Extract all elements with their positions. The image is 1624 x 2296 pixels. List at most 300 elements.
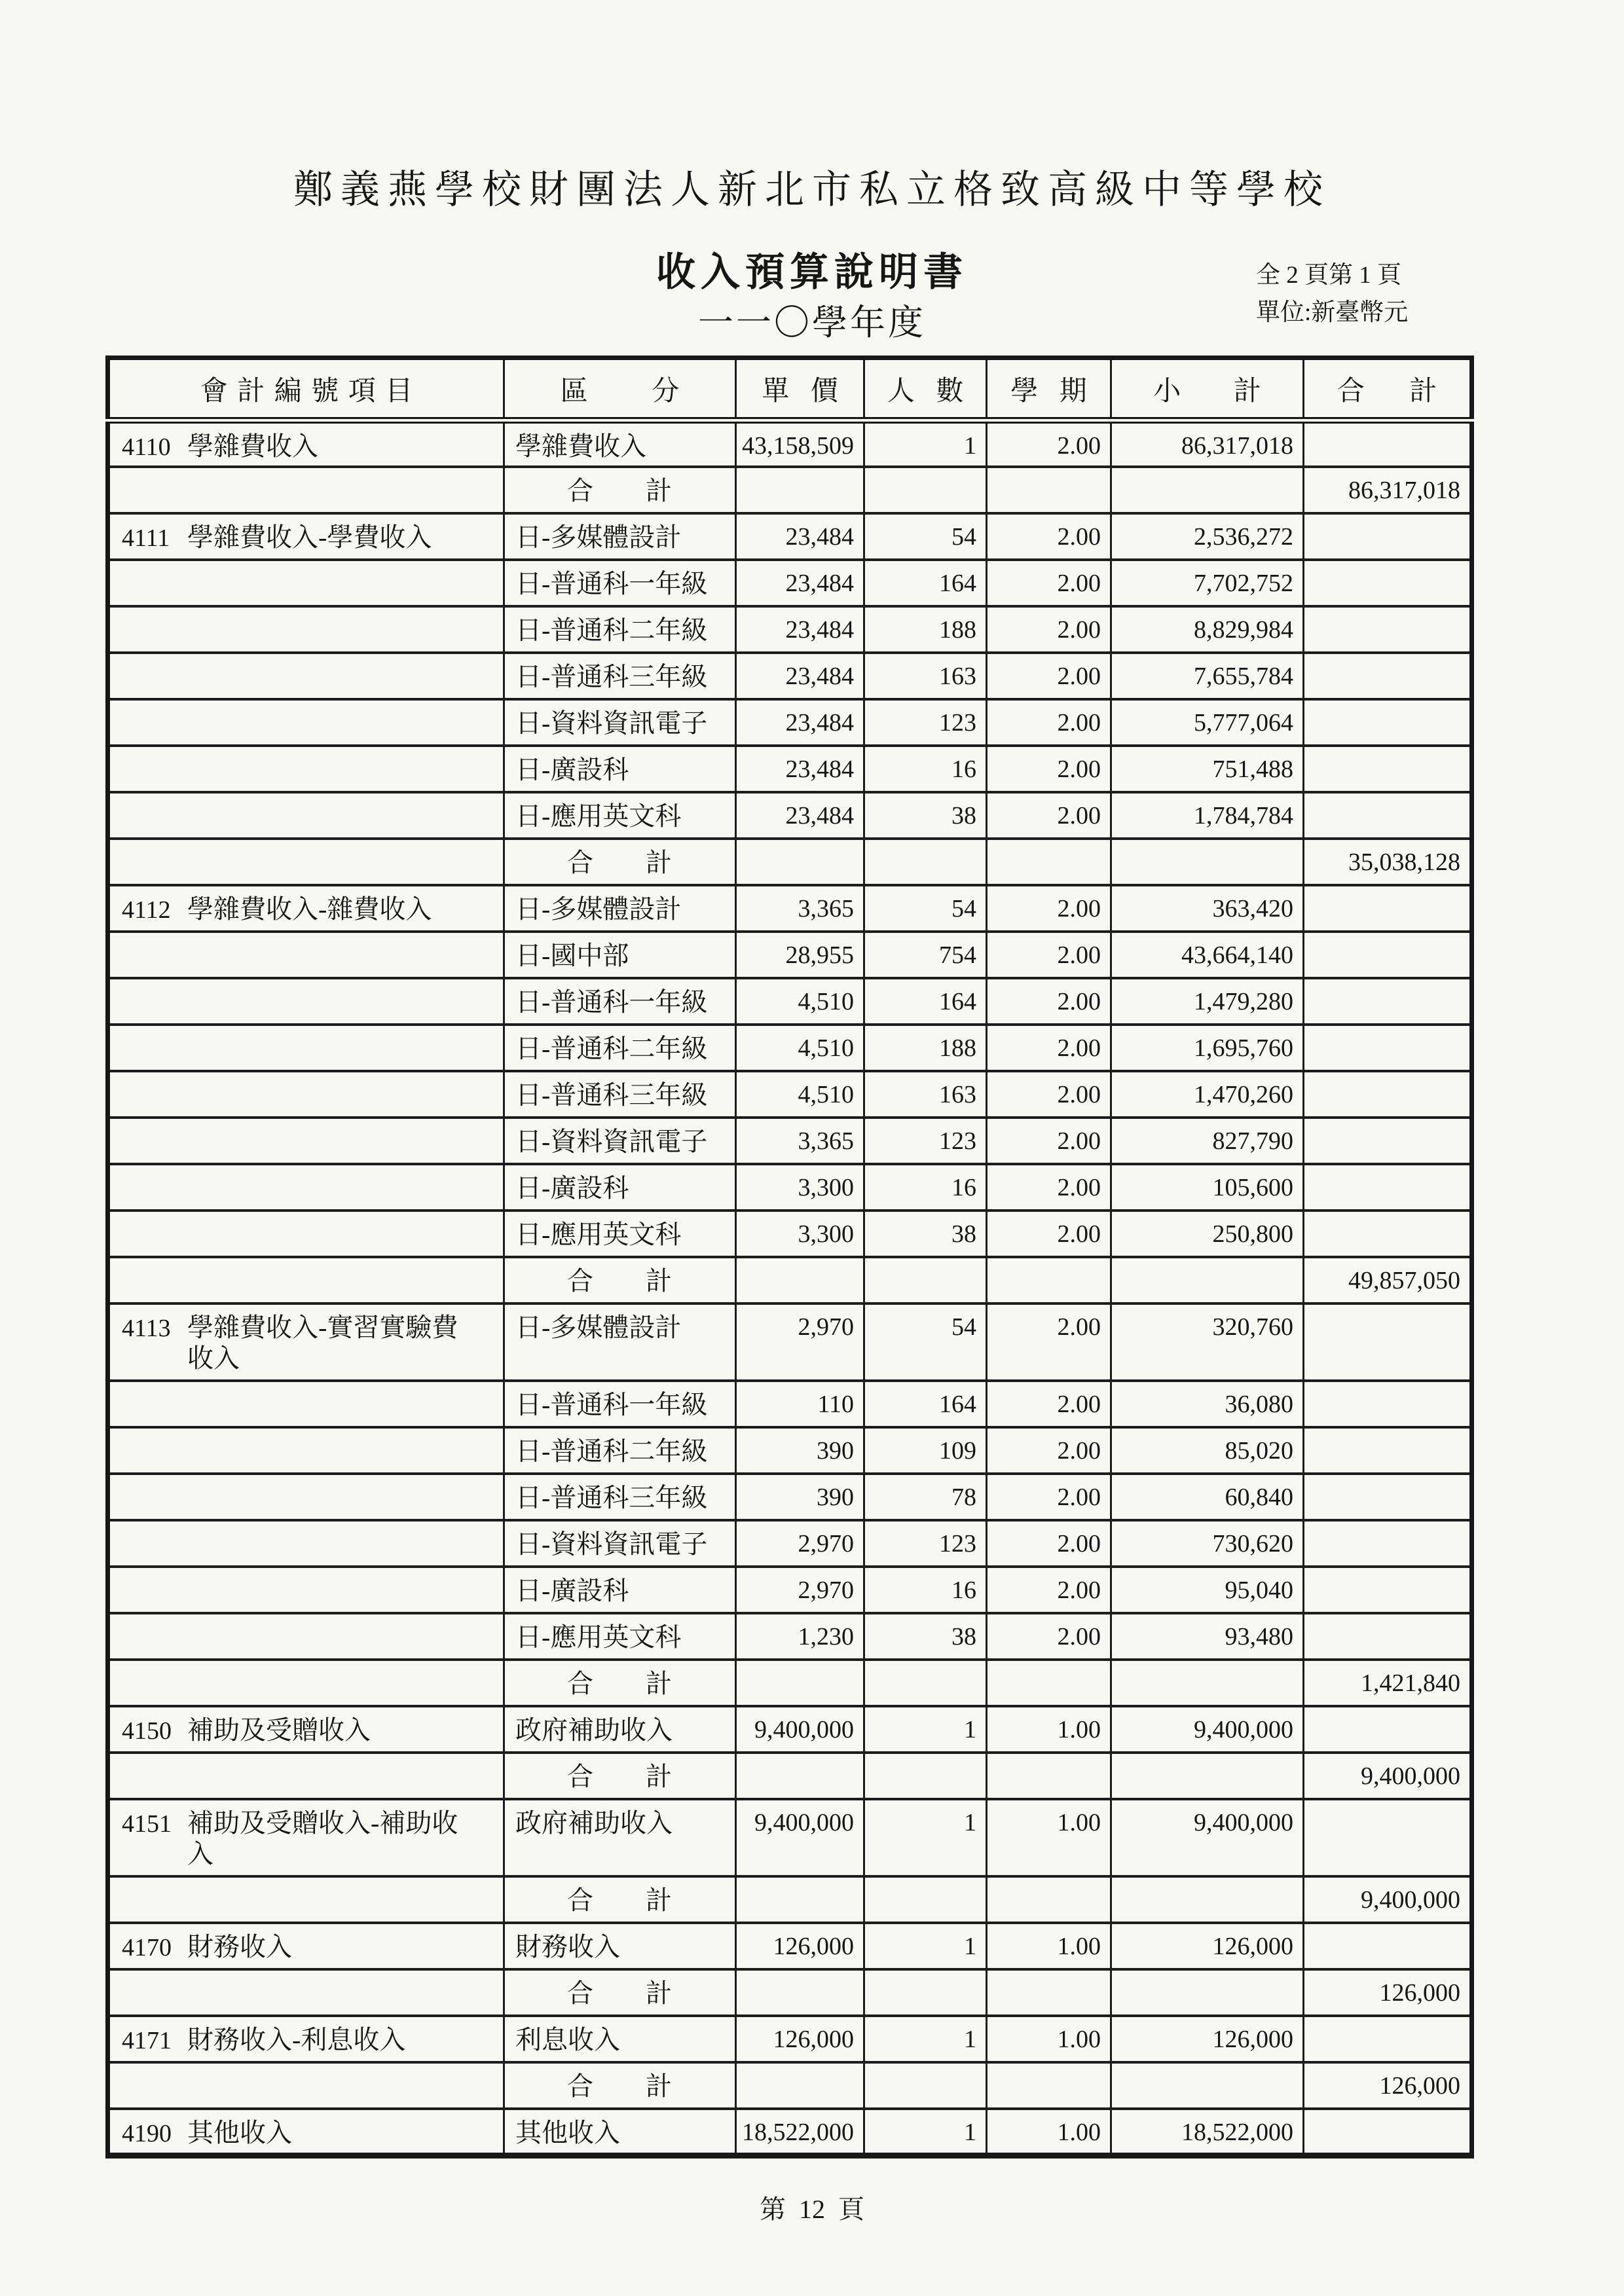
cell-semester [987,1257,1111,1303]
cell-semester [987,839,1111,885]
cell-unit-price: 23,484 [736,699,864,746]
cell-unit-price: 3,365 [736,885,864,932]
cell-division: 日-普通科三年級 [504,1071,736,1118]
table-row [108,1923,1472,1969]
cell-count [864,1753,987,1799]
cell-count: 109 [864,1427,987,1474]
cell-account-item [108,1520,504,1567]
cell-division: 合 計 [504,1969,736,2016]
cell-total [1304,653,1472,699]
column-header: 學 期 [987,358,1111,421]
cell-account-item [108,1706,504,1753]
cell-total: 86,317,018 [1304,467,1472,513]
account-code: 4110 [122,433,171,461]
cell-count: 188 [864,1025,987,1071]
cell-unit-price: 126,000 [736,2016,864,2062]
cell-count: 54 [864,1303,987,1381]
cell-unit-price [736,839,864,885]
cell-total: 126,000 [1304,2062,1472,2109]
table-row [108,420,1472,467]
cell-total [1304,1118,1472,1164]
cell-account-item [108,1567,504,1613]
cell-count: 123 [864,699,987,746]
table-row [108,1381,1472,1427]
account-code: 4113 [122,1315,171,1342]
currency-unit-label: 單位:新臺幣元 [1256,299,1409,326]
cell-semester: 1.00 [987,1923,1111,1969]
cell-division: 日-資料資訊電子 [504,1118,736,1164]
table-row [108,2109,1472,2155]
account-name: 學雜費收入-實習實驗費收入 [187,1313,458,1373]
cell-subtotal: 85,020 [1111,1427,1304,1474]
table-row [108,1164,1472,1211]
cell-total [1304,1071,1472,1118]
cell-division: 日-普通科一年級 [504,560,736,606]
cell-unit-price: 23,484 [736,560,864,606]
cell-semester: 2.00 [987,606,1111,653]
cell-account-item [108,932,504,978]
cell-unit-price [736,467,864,513]
cell-account-item [108,1969,504,2016]
cell-division: 日-廣設科 [504,1164,736,1211]
cell-total [1304,1923,1472,1969]
cell-unit-price: 390 [736,1427,864,1474]
cell-account-item [108,839,504,885]
cell-count [864,1257,987,1303]
cell-semester: 2.00 [987,1025,1111,1071]
cell-subtotal: 86,317,018 [1111,420,1304,467]
cell-total [1304,560,1472,606]
cell-subtotal: 18,522,000 [1111,2109,1304,2155]
cell-total [1304,1799,1472,1876]
cell-account-item [108,467,504,513]
cell-division: 利息收入 [504,2016,736,2062]
cell-total [1304,1567,1472,1613]
subtotal-row [108,2062,1472,2109]
cell-total [1304,1613,1472,1660]
table-row [108,1118,1472,1164]
cell-count: 1 [864,1706,987,1753]
cell-subtotal: 320,760 [1111,1303,1304,1381]
cell-total [1304,606,1472,653]
cell-count: 163 [864,1071,987,1118]
cell-count [864,467,987,513]
cell-division: 財務收入 [504,1923,736,1969]
cell-unit-price [736,1257,864,1303]
cell-unit-price: 3,300 [736,1211,864,1257]
cell-unit-price: 23,484 [736,513,864,560]
cell-count: 1 [864,1799,987,1876]
table-row [108,513,1472,560]
cell-subtotal: 105,600 [1111,1164,1304,1211]
cell-account-item [108,1923,504,1969]
cell-subtotal: 730,620 [1111,1520,1304,1567]
cell-account-item [108,792,504,839]
cell-subtotal [1111,839,1304,885]
account-code: 4111 [122,524,170,552]
academic-year: 一一〇學年度 [698,303,926,342]
cell-subtotal [1111,467,1304,513]
cell-count: 1 [864,2016,987,2062]
cell-semester: 2.00 [987,699,1111,746]
cell-count [864,1660,987,1706]
cell-semester [987,1876,1111,1923]
cell-count: 38 [864,1211,987,1257]
cell-count: 164 [864,560,987,606]
cell-count [864,2062,987,2109]
cell-unit-price: 110 [736,1381,864,1427]
cell-total [1304,420,1472,467]
subtotal-row [108,1969,1472,2016]
cell-unit-price: 9,400,000 [736,1799,864,1876]
account-name: 財務收入 [187,1932,292,1961]
cell-total [1304,1303,1472,1381]
cell-total: 9,400,000 [1304,1753,1472,1799]
subtotal-row [108,839,1472,885]
cell-semester: 2.00 [987,1211,1111,1257]
cell-semester: 2.00 [987,653,1111,699]
cell-division: 日-應用英文科 [504,792,736,839]
column-header: 合 計 [1304,358,1472,421]
cell-unit-price: 43,158,509 [736,420,864,467]
cell-subtotal: 250,800 [1111,1211,1304,1257]
cell-semester: 2.00 [987,1118,1111,1164]
cell-division: 日-普通科一年級 [504,978,736,1025]
cell-semester: 2.00 [987,1567,1111,1613]
cell-account-item [108,746,504,792]
cell-subtotal: 43,664,140 [1111,932,1304,978]
cell-total [1304,2016,1472,2062]
cell-semester: 2.00 [987,1520,1111,1567]
cell-subtotal: 93,480 [1111,1613,1304,1660]
cell-semester [987,467,1111,513]
table-row [108,1427,1472,1474]
cell-subtotal: 36,080 [1111,1381,1304,1427]
page-title: 收入預算說明書 [656,251,968,294]
cell-account-item [108,1118,504,1164]
page-info: 全 2 頁第 1 頁 [1256,262,1401,289]
cell-count: 164 [864,978,987,1025]
cell-account-item [108,2109,504,2155]
cell-count: 123 [864,1118,987,1164]
cell-subtotal: 8,829,984 [1111,606,1304,653]
cell-unit-price: 2,970 [736,1520,864,1567]
cell-division: 合 計 [504,839,736,885]
cell-division: 合 計 [504,1753,736,1799]
cell-subtotal: 1,470,260 [1111,1071,1304,1118]
cell-unit-price: 23,484 [736,653,864,699]
cell-count [864,1969,987,2016]
cell-account-item [108,1427,504,1474]
cell-total: 9,400,000 [1304,1876,1472,1923]
cell-division: 學雜費收入 [504,420,736,467]
cell-semester [987,1660,1111,1706]
cell-unit-price [736,1969,864,2016]
cell-semester: 1.00 [987,2016,1111,2062]
table-row [108,1567,1472,1613]
table-row [108,606,1472,653]
cell-count: 16 [864,746,987,792]
cell-total [1304,1520,1472,1567]
table-row [108,1706,1472,1753]
account-code: 4190 [122,2120,172,2147]
cell-account-item [108,1071,504,1118]
cell-division: 日-普通科二年級 [504,606,736,653]
table-row [108,1071,1472,1118]
cell-subtotal [1111,2062,1304,2109]
cell-division: 合 計 [504,1876,736,1923]
cell-semester: 2.00 [987,978,1111,1025]
cell-account-item [108,420,504,467]
account-code: 4171 [122,2027,172,2054]
cell-semester: 2.00 [987,1474,1111,1520]
cell-unit-price [736,1660,864,1706]
table-row [108,792,1472,839]
cell-semester: 2.00 [987,1071,1111,1118]
cell-account-item [108,1660,504,1706]
table-row [108,699,1472,746]
cell-subtotal [1111,1969,1304,2016]
cell-subtotal: 363,420 [1111,885,1304,932]
cell-total [1304,1211,1472,1257]
subtotal-row [108,1257,1472,1303]
cell-count: 1 [864,2109,987,2155]
cell-unit-price: 126,000 [736,1923,864,1969]
cell-total [1304,1164,1472,1211]
cell-subtotal: 2,536,272 [1111,513,1304,560]
cell-account-item [108,978,504,1025]
cell-division: 政府補助收入 [504,1799,736,1876]
table-row [108,1520,1472,1567]
cell-unit-price: 23,484 [736,792,864,839]
cell-account-item [108,653,504,699]
cell-division: 日-普通科三年級 [504,653,736,699]
cell-semester: 2.00 [987,792,1111,839]
cell-count: 38 [864,792,987,839]
cell-account-item [108,1613,504,1660]
cell-division: 日-廣設科 [504,746,736,792]
cell-division: 日-應用英文科 [504,1211,736,1257]
cell-total: 1,421,840 [1304,1660,1472,1706]
account-code: 4150 [122,1717,172,1745]
cell-semester: 2.00 [987,746,1111,792]
cell-division: 日-應用英文科 [504,1613,736,1660]
cell-account-item [108,2062,504,2109]
cell-semester: 2.00 [987,1427,1111,1474]
cell-subtotal: 7,702,752 [1111,560,1304,606]
cell-division: 政府補助收入 [504,1706,736,1753]
cell-count: 163 [864,653,987,699]
column-header: 小 計 [1111,358,1304,421]
cell-unit-price: 4,510 [736,1025,864,1071]
cell-account-item [108,1303,504,1381]
cell-subtotal: 126,000 [1111,2016,1304,2062]
cell-subtotal: 95,040 [1111,1567,1304,1613]
cell-subtotal [1111,1753,1304,1799]
cell-account-item [108,1474,504,1520]
cell-total [1304,978,1472,1025]
cell-count [864,839,987,885]
cell-semester [987,2062,1111,2109]
cell-division: 日-資料資訊電子 [504,1520,736,1567]
table-row [108,560,1472,606]
table-row [108,1025,1472,1071]
cell-total [1304,1427,1472,1474]
cell-subtotal: 126,000 [1111,1923,1304,1969]
table-row [108,2016,1472,2062]
cell-unit-price: 9,400,000 [736,1706,864,1753]
cell-total [1304,932,1472,978]
cell-subtotal: 1,784,784 [1111,792,1304,839]
cell-count: 54 [864,885,987,932]
cell-division: 日-多媒體設計 [504,885,736,932]
cell-unit-price [736,2062,864,2109]
cell-division: 日-資料資訊電子 [504,699,736,746]
table-row [108,746,1472,792]
cell-unit-price: 28,955 [736,932,864,978]
cell-semester: 2.00 [987,513,1111,560]
cell-division: 日-多媒體設計 [504,1303,736,1381]
table-row [108,1799,1472,1876]
cell-subtotal: 5,777,064 [1111,699,1304,746]
school-name: 鄭義燕學校財團法人新北市私立格致高級中等學校 [293,168,1331,211]
cell-unit-price: 18,522,000 [736,2109,864,2155]
cell-division: 日-國中部 [504,932,736,978]
cell-account-item [108,1025,504,1071]
cell-subtotal [1111,1257,1304,1303]
cell-semester: 2.00 [987,932,1111,978]
cell-subtotal: 7,655,784 [1111,653,1304,699]
cell-account-item [108,1257,504,1303]
cell-unit-price: 390 [736,1474,864,1520]
table-row [108,1474,1472,1520]
cell-semester: 1.00 [987,1706,1111,1753]
table-row [108,1211,1472,1257]
cell-subtotal: 751,488 [1111,746,1304,792]
subtotal-row [108,1876,1472,1923]
cell-total: 35,038,128 [1304,839,1472,885]
cell-unit-price [736,1876,864,1923]
cell-count: 754 [864,932,987,978]
table-header-row [108,358,1472,421]
cell-division: 合 計 [504,2062,736,2109]
cell-unit-price: 3,365 [736,1118,864,1164]
cell-unit-price: 1,230 [736,1613,864,1660]
cell-subtotal: 9,400,000 [1111,1706,1304,1753]
account-name: 學雜費收入-雜費收入 [187,894,432,924]
cell-account-item [108,885,504,932]
account-name: 補助及受贈收入-補助收入 [187,1808,458,1868]
cell-semester: 2.00 [987,885,1111,932]
cell-subtotal: 827,790 [1111,1118,1304,1164]
cell-account-item [108,1876,504,1923]
table-body [108,420,1472,2155]
table-row [108,1303,1472,1381]
cell-division: 合 計 [504,1257,736,1303]
cell-unit-price: 2,970 [736,1567,864,1613]
cell-total [1304,2109,1472,2155]
cell-subtotal: 9,400,000 [1111,1799,1304,1876]
cell-count: 54 [864,513,987,560]
cell-account-item [108,1799,504,1876]
cell-count: 164 [864,1381,987,1427]
cell-account-item [108,513,504,560]
cell-division: 日-廣設科 [504,1567,736,1613]
account-name: 學雜費收入 [187,431,318,461]
cell-total [1304,885,1472,932]
cell-division: 日-普通科三年級 [504,1474,736,1520]
cell-unit-price [736,1753,864,1799]
cell-account-item [108,1211,504,1257]
cell-semester: 2.00 [987,1613,1111,1660]
cell-division: 合 計 [504,467,736,513]
cell-unit-price: 3,300 [736,1164,864,1211]
cell-subtotal: 1,695,760 [1111,1025,1304,1071]
cell-total [1304,1706,1472,1753]
cell-count: 16 [864,1164,987,1211]
footer-page-number: 第 12 頁 [760,2195,864,2224]
column-header: 人 數 [864,358,987,421]
cell-unit-price: 4,510 [736,1071,864,1118]
cell-division: 日-多媒體設計 [504,513,736,560]
cell-total [1304,1025,1472,1071]
cell-total [1304,1474,1472,1520]
cell-subtotal: 60,840 [1111,1474,1304,1520]
column-header: 會 計 編 號 項 目 [108,358,504,421]
cell-subtotal [1111,1660,1304,1706]
column-header: 區 分 [504,358,736,421]
cell-count: 16 [864,1567,987,1613]
cell-semester [987,1969,1111,2016]
cell-account-item [108,606,504,653]
cell-total [1304,513,1472,560]
account-name: 補助及受贈收入 [187,1715,371,1745]
cell-account-item [108,2016,504,2062]
cell-count [864,1876,987,1923]
cell-semester: 2.00 [987,1164,1111,1211]
cell-unit-price: 2,970 [736,1303,864,1381]
table-row [108,885,1472,932]
cell-semester: 2.00 [987,1303,1111,1381]
subtotal-row [108,467,1472,513]
cell-subtotal [1111,1876,1304,1923]
cell-count: 78 [864,1474,987,1520]
cell-subtotal: 1,479,280 [1111,978,1304,1025]
account-code: 4112 [122,896,171,924]
cell-account-item [108,560,504,606]
cell-unit-price: 23,484 [736,746,864,792]
account-name: 學雜費收入-學費收入 [187,522,432,552]
cell-division: 日-普通科二年級 [504,1025,736,1071]
account-code: 4170 [122,1934,172,1961]
cell-semester: 2.00 [987,420,1111,467]
cell-total [1304,792,1472,839]
cell-semester [987,1753,1111,1799]
cell-count: 1 [864,420,987,467]
column-header: 單 價 [736,358,864,421]
account-code: 4151 [122,1810,172,1838]
cell-division: 日-普通科一年級 [504,1381,736,1427]
cell-unit-price: 4,510 [736,978,864,1025]
account-name: 其他收入 [187,2118,292,2147]
budget-table [105,355,1474,2159]
cell-division: 日-普通科二年級 [504,1427,736,1474]
cell-count: 123 [864,1520,987,1567]
table-row [108,978,1472,1025]
cell-total [1304,746,1472,792]
cell-semester: 2.00 [987,1381,1111,1427]
cell-account-item [108,699,504,746]
